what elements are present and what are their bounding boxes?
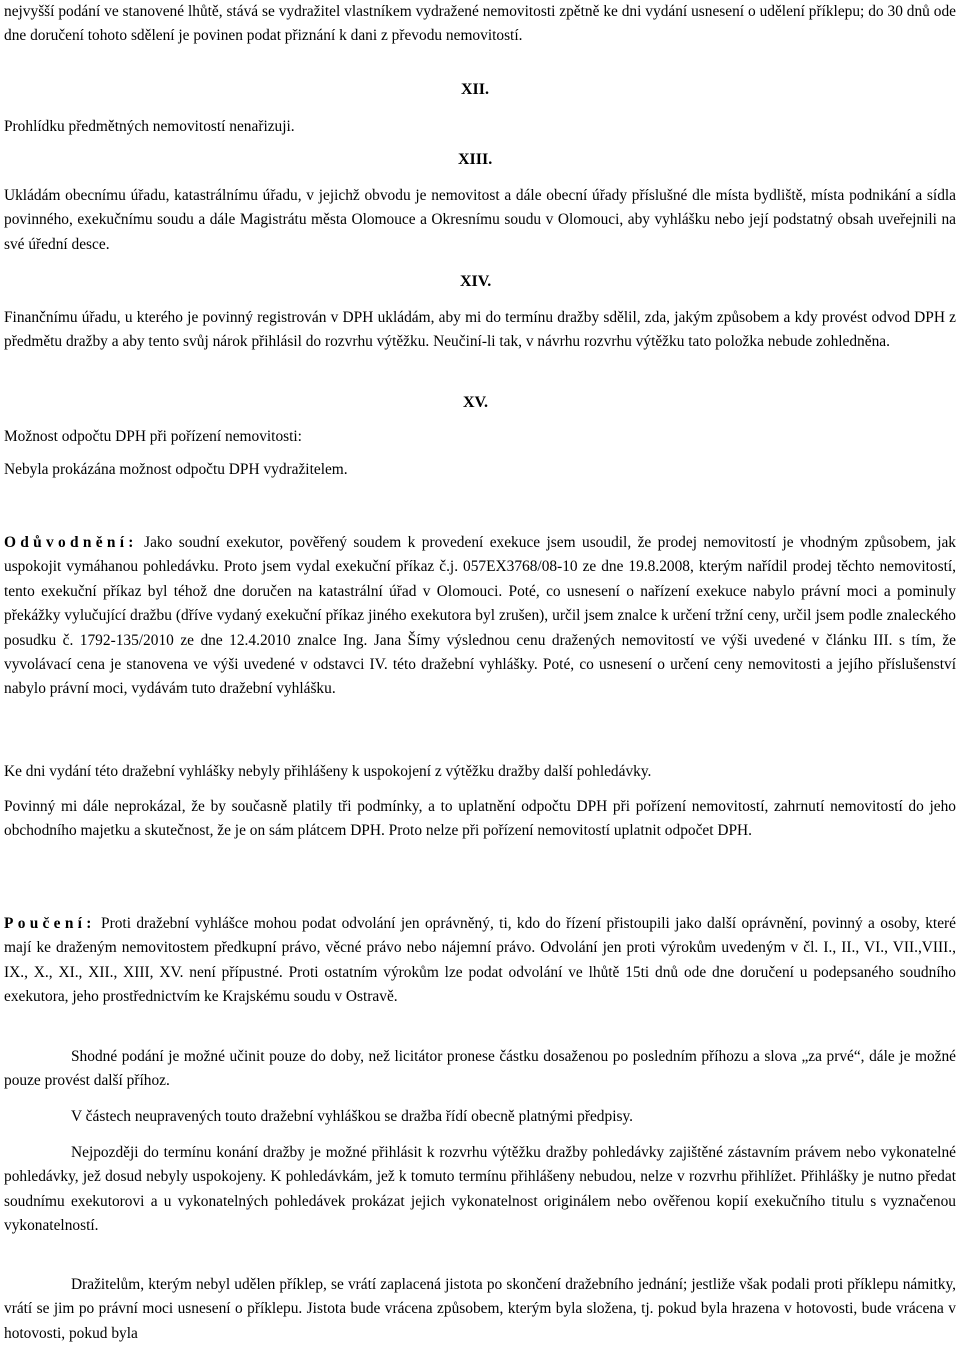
pouceni-paragraph-4: Nejpozději do termínu konání dražby je možné přihlásit k rozvrhu výtěžku dražby pohledávky zajištěné zástavním právem nebo vykonatelné pohledávky, jež dosud nebyly uspokojeny. K pohledávkám, jež k tomuto termínu přihlášeny nebudou, nelze v rozvrhu přihlížet. Přihlášky je nutno předat soudnímu exekutorovi a u vykonatelných pohledávek prokázat jejich vykonatelnost originálem nebo ověřenou kopií exekučního titulu s vyznačenou vykonatelností. [4,1144,956,1235]
pouceni-paragraph-3: V částech neupravených touto dražební vyhláškou se dražba řídí obecně platnými předpisy. [71,1108,633,1125]
section-xiii-heading: XIII. [458,151,493,168]
pouceni-paragraph-5: Dražitelům, kterým nebyl udělen příklep, se vrátí zaplacená jistota po skončení dražebního jednání; jestliže však podali proti příklepu námitky, vrátí se jim po právní moci usnesení o příklepu. Jistota bude vrácena způsobem, kterým byla složena, tj. pokud byla hrazena v hotovosti, bude vrácena v hotovosti, pokud byla [4,1276,956,1342]
oduvodneni-paragraph [4,531,956,702]
oduvodneni-paragraph-2: Ke dni vydání této dražební vyhlášky nebyly přihlášeny k uspokojení z výtěžku dražby další pohledávky. [4,763,652,780]
oduvodneni-label: Odůvodnění: [4,534,138,551]
intro-paragraph: nejvyšší podání ve stanovené lhůtě, stává se vydražitel vlastníkem vydražené nemovitosti zpětně ke dni vydání usnesení o udělení příklepu; do 30 dnů ode dne doručení tohoto sdělení je povinen podat přiznání k dani z převodu nemovitostí. [4,3,956,45]
pouceni-paragraph-2: Shodné podání je možné učinit pouze do doby, než licitátor pronese částku dosaženou po posledním příhozu a slova „za prvé“, dále je možné pouze provést další příhoz. [4,1048,956,1090]
oduvodneni-text: Jako soudní exekutor, pověřený soudem k provedení exekuce jsem usoudil, že prodej nemovitostí je vhodným způsobem, jak uspokojit vymáhanou pohledávku. Proto jsem vydal exekuční příkaz č.j. 057EX3768/08-10 ze dne 19.8.2008, kterým nařídil prodej těchto nemovitostí, tento exekuční příkaz byl téhož dne doručen na katastrální úřad v Olomouci. Poté, co usnesení o nařízení exekuce nabylo právní moci a pominuly překážky vylučující dražbu (dříve vydaný exekuční příkaz jiného exekutora byl zrušen), určil jsem znalce k určení tržní ceny, určil jsem podle znaleckého posudku č. 1792-135/2010 ze dne 12.4.2010 znalce Ing. Jana Šímy výslednou cenu dražených nemovitostí ve výši uvedené v článku III. s tím, že vyvolávací cena je stanovena ve výši uvedené v odstavci IV. této dražební vyhlášky. Poté, co usnesení o určení ceny nemovitosti a jejího příslušenství nabylo právní moci, vydávám tuto dražební vyhlášku. [4,534,956,698]
section-xiv-text: Finančnímu úřadu, u kterého je povinný registrován v DPH ukládám, aby mi do termínu dražby sdělil, zda, jakým způsobem a kdy provést odvod DPH z předmětu dražby a aby tento svůj nárok přihlásil do rozvrhu výtěžku. Neučiní-li tak, v návrhu rozvrhu výtěžku tato položka nebude zohledněna. [4,309,956,351]
section-xii-text: Prohlídku předmětných nemovitostí nenařizuji. [4,118,295,135]
pouceni-label: Poučení: [4,915,96,932]
section-xii-heading: XII. [461,81,490,98]
oduvodneni-paragraph-3: Povinný mi dále neprokázal, že by současně platily tři podmínky, a to uplatnění odpočtu DPH při pořízení nemovitostí, zahrnutí nemovitostí do jeho obchodního majetku a skutečnost, že je on sám plátcem DPH. Proto nelze při pořízení nemovitostí uplatnit odpočet DPH. [4,798,956,840]
section-xv-heading: XV. [463,394,489,411]
section-xv-label: Možnost odpočtu DPH při pořízení nemovitosti: [4,428,302,445]
section-xv-text: Nebyla prokázána možnost odpočtu DPH vydražitelem. [4,461,348,478]
section-xiii-text: Ukládám obecnímu úřadu, katastrálnímu úřadu, v jejichž obvodu je nemovitost a dále obecní úřady příslušné dle místa bydliště, místa podnikání a sídla povinného, exekučnímu soudu a dále Magistrátu města Olomouce a Okresnímu soudu v Olomouci, aby vyhlášku nebo její podstatný obsah uveřejnili na své úřední desce. [4,187,956,253]
pouceni-text: Proti dražební vyhlášce mohou podat odvolání jen oprávněný, ti, kdo do řízení přistoupili jako další oprávnění, povinný a osoby, které mají ke draženým nemovitostem předkupní právo, věcné právo nebo nájemní právo. Odvolání jen proti výrokům uvedeným v čl. I., II., VI., VII.,VIII., IX., X., XI., XII., XIII, XV. není přípustné. Proti ostatním výrokům lze podat odvolání ve lhůtě 15ti dnů ode dne doručení u podepsaného soudního exekutora, jeho prostřednictvím ke Krajskému soudu v Ostravě. [4,915,956,1006]
pouceni-paragraph [4,912,956,1010]
section-xiv-heading: XIV. [460,273,492,290]
